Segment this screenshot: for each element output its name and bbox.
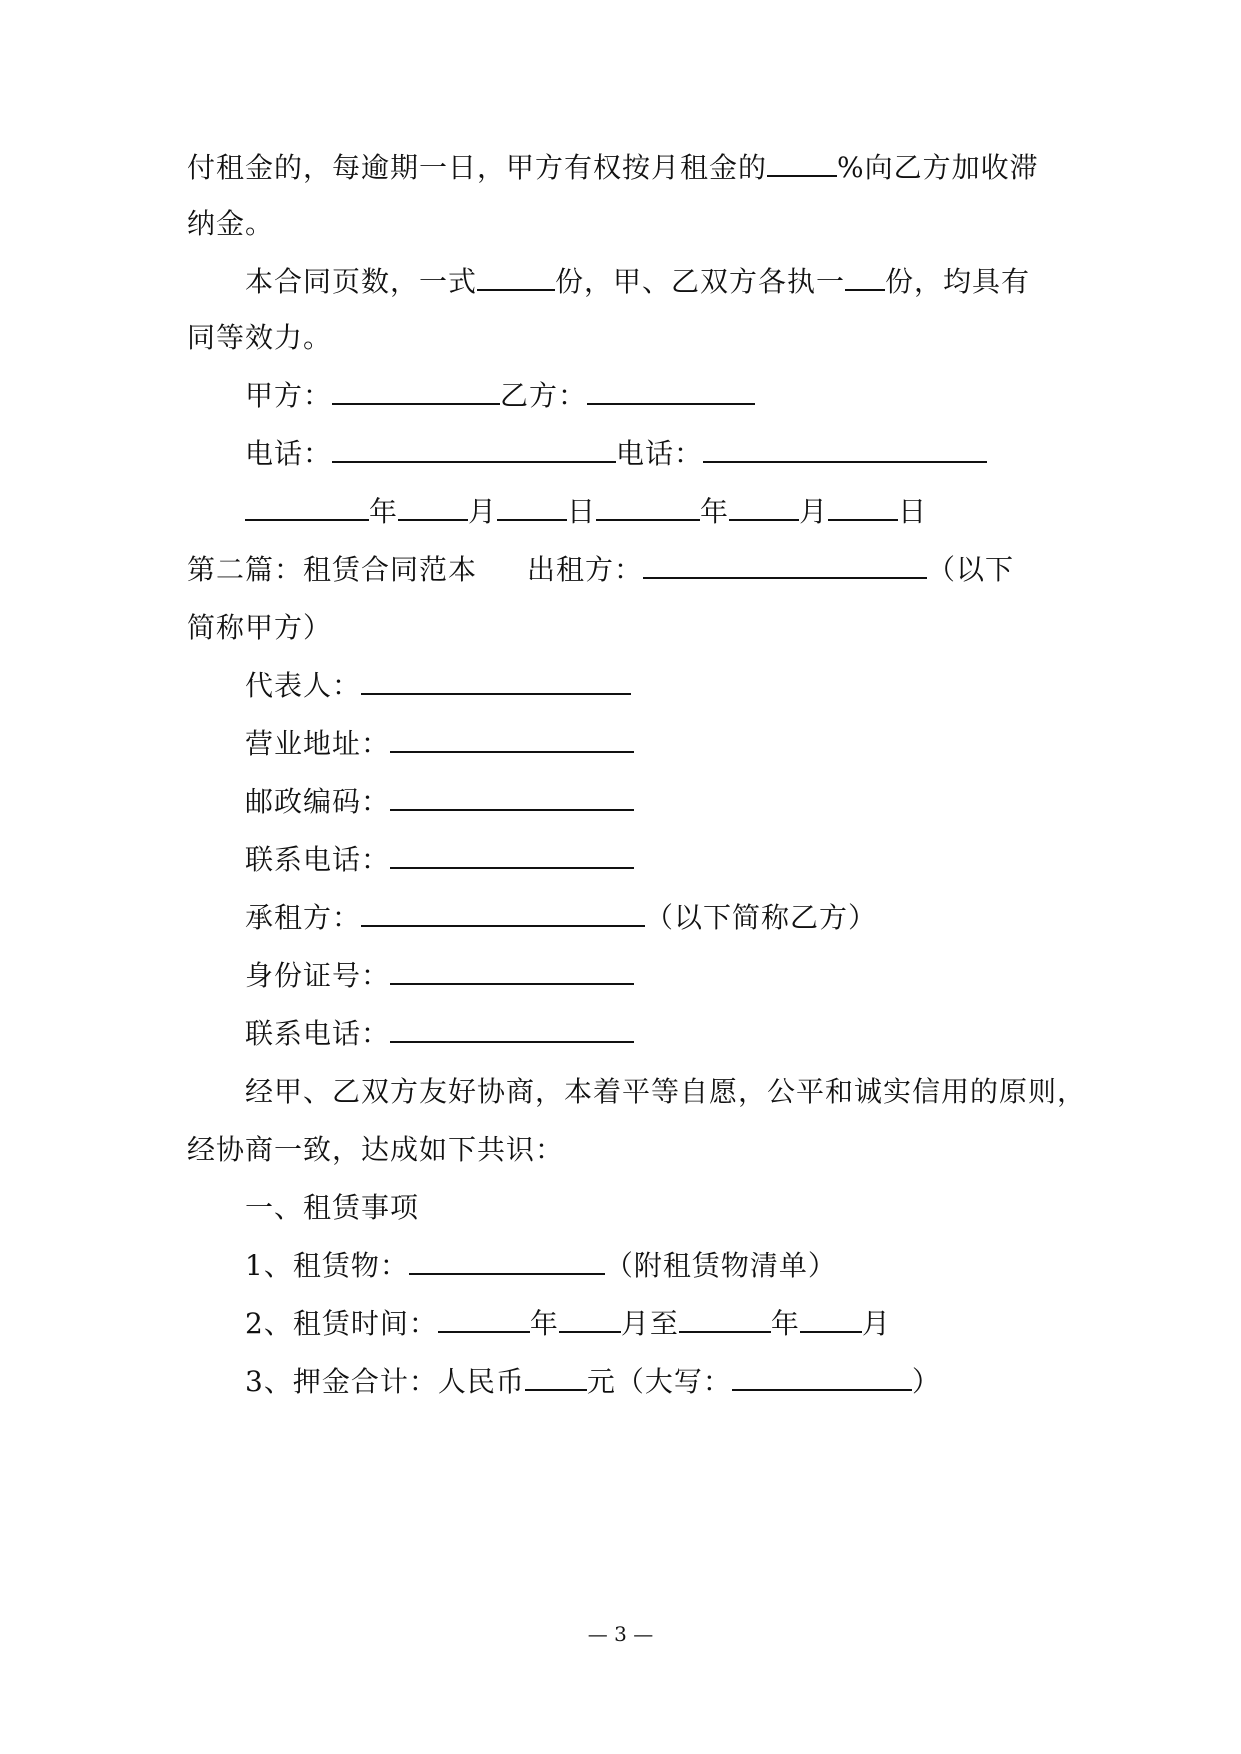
blank-field xyxy=(587,376,755,405)
field-representative xyxy=(245,666,1145,706)
page-number: — 3 — xyxy=(587,1622,654,1646)
text: 本合同页数，一式 xyxy=(245,265,478,298)
phone-label: 电话： xyxy=(245,437,333,470)
text: 月 xyxy=(799,495,829,528)
field-label: 营业地址： xyxy=(245,727,391,760)
blank-field xyxy=(390,724,634,753)
blank-field xyxy=(332,376,500,405)
text: 份，甲、乙双方各执一 xyxy=(555,265,846,298)
blank-field xyxy=(409,1246,605,1275)
blank-field xyxy=(729,492,799,521)
text: 年 xyxy=(369,495,399,528)
field-lessee xyxy=(245,898,1145,938)
blank-field xyxy=(525,1362,587,1391)
text: 年 xyxy=(700,495,730,528)
field-label: 身份证号： xyxy=(245,959,391,992)
blank-field xyxy=(390,1014,634,1043)
blank-field xyxy=(390,956,634,985)
blank-field xyxy=(703,434,987,463)
item-lease-period xyxy=(245,1304,1145,1344)
text: （附租赁物清单） xyxy=(604,1249,837,1282)
field-business-address xyxy=(245,724,1145,764)
section-title: 第二篇：租赁合同范本 xyxy=(187,553,478,586)
section-heading xyxy=(245,1188,1145,1228)
text: 日 xyxy=(898,495,928,528)
item-label: 1、租赁物： xyxy=(245,1249,409,1282)
blank-field xyxy=(643,550,927,579)
signature-line-phone xyxy=(245,434,1145,474)
text: 同等效力。 xyxy=(187,321,333,354)
blank-field xyxy=(497,492,567,521)
field-contact-phone-2 xyxy=(245,1014,1145,1054)
party-a-label: 甲方： xyxy=(245,379,333,412)
blank-field xyxy=(398,492,468,521)
blank-field xyxy=(679,1304,771,1333)
signature-line-parties xyxy=(245,376,1145,416)
text: 份，均具有 xyxy=(885,265,1031,298)
field-contact-phone xyxy=(245,840,1145,880)
item-label: 2、租赁时间： xyxy=(245,1307,438,1340)
text-line-17 xyxy=(245,1072,1145,1112)
text-line-18 xyxy=(187,1130,1087,1170)
text-line-4 xyxy=(187,318,1087,358)
blank-field xyxy=(596,492,700,521)
text: 月至 xyxy=(620,1307,679,1340)
phone-label: 电话： xyxy=(616,437,704,470)
blank-field xyxy=(828,492,898,521)
blank-field xyxy=(767,148,837,177)
text-line-2 xyxy=(187,204,1087,244)
field-label: 联系电话： xyxy=(245,1017,391,1050)
field-postal-code xyxy=(245,782,1145,822)
item-label: 3、押金合计：人民币 xyxy=(245,1365,525,1398)
text: 纳金。 xyxy=(187,207,275,240)
text-line-8 xyxy=(187,550,1087,590)
text-line-9 xyxy=(187,608,1087,648)
text: 经甲、乙双方友好协商，本着平等自愿，公平和诚实信用的原则， xyxy=(245,1075,1087,1108)
heading-text: 一、租赁事项 xyxy=(245,1191,420,1224)
text: （以下 xyxy=(927,553,1015,586)
text: 年 xyxy=(529,1307,559,1340)
field-label: 联系电话： xyxy=(245,843,391,876)
blank-field xyxy=(245,492,369,521)
blank-field xyxy=(438,1304,530,1333)
item-deposit xyxy=(245,1362,1145,1402)
text: %向乙方加收滞 xyxy=(837,151,1039,184)
text: 月 xyxy=(468,495,498,528)
text-line-1 xyxy=(187,148,1087,188)
blank-field xyxy=(332,434,616,463)
text: 经协商一致，达成如下共识： xyxy=(187,1133,565,1166)
text-line-3 xyxy=(245,262,1145,302)
blank-field xyxy=(361,898,645,927)
text: 年 xyxy=(770,1307,800,1340)
text: 付租金的，每逾期一日，甲方有权按月租金的 xyxy=(187,151,768,184)
text: 简称甲方） xyxy=(187,611,333,644)
blank-field xyxy=(361,666,631,695)
blank-field xyxy=(800,1304,862,1333)
text: （以下简称乙方） xyxy=(645,901,878,934)
field-label: 承租方： xyxy=(245,901,362,934)
party-b-label: 乙方： xyxy=(500,379,588,412)
signature-line-date xyxy=(245,492,1145,532)
text: 元（大写： xyxy=(586,1365,732,1398)
blank-field xyxy=(390,840,634,869)
blank-field xyxy=(845,262,885,291)
blank-field xyxy=(559,1304,621,1333)
blank-field xyxy=(390,782,634,811)
text: 日 xyxy=(567,495,597,528)
text: ） xyxy=(911,1365,941,1398)
blank-field xyxy=(477,262,555,291)
field-label: 邮政编码： xyxy=(245,785,391,818)
field-label: 代表人： xyxy=(245,669,362,702)
blank-field xyxy=(732,1362,912,1391)
field-id-number xyxy=(245,956,1145,996)
item-lease-object xyxy=(245,1246,1145,1286)
text: 出租方： xyxy=(527,553,644,586)
text: 月 xyxy=(861,1307,891,1340)
